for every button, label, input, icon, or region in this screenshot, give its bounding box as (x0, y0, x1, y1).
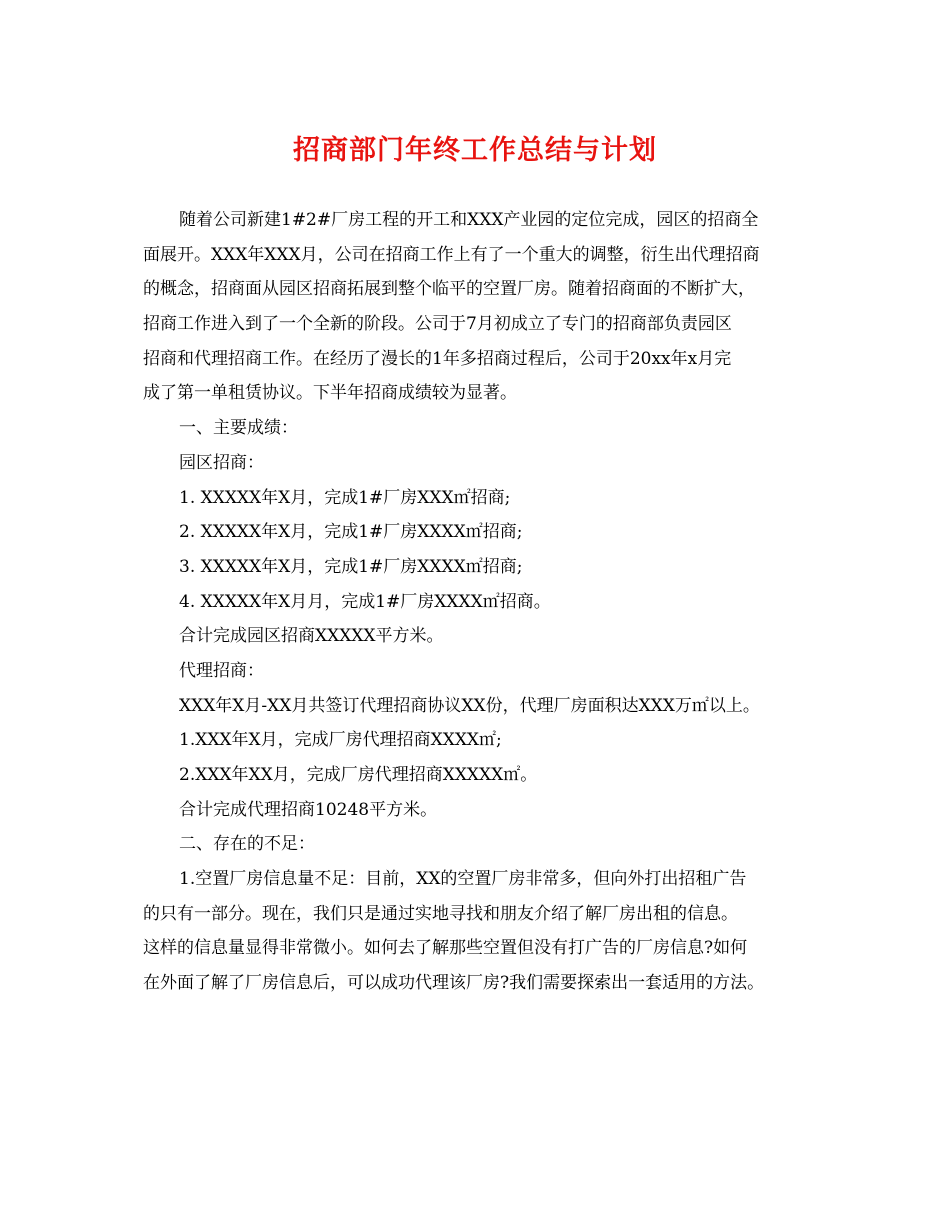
subsection-heading: 园区招商： (179, 452, 264, 473)
list-item: 2. XXXXX年X月，完成1#厂房XXXX㎡招商; (179, 522, 523, 543)
paragraph-line: 的只有一部分。现在，我们只是通过实地寻找和朋友介绍了解厂房出租的信息。 (143, 903, 738, 924)
list-item: 2.XXX年XX月，完成厂房代理招商XXXXX㎡。 (179, 765, 538, 785)
list-item: 3. XXXXX年X月，完成1#厂房XXXX㎡招商; (179, 556, 523, 577)
document-body (143, 203, 823, 1001)
summary-line: 合计完成园区招商XXXXX平方米。 (179, 626, 444, 647)
list-item: 1.XXX年X月，完成厂房代理招商XXXX㎡; (179, 730, 502, 751)
paragraph-line: 成了第一单租赁协议。下半年招商成绩较为显著。 (143, 383, 517, 404)
section-heading: 一、主要成绩： (179, 418, 298, 439)
paragraph-line: 招商和代理招商工作。在经历了漫长的1年多招商过程后，公司于20xx年x月完 (143, 348, 732, 369)
summary-line: 合计完成代理招商10248平方米。 (179, 799, 438, 820)
paragraph-line: 在外面了解了厂房信息后，可以成功代理该厂房?我们需要探索出一套适用的方法。 (143, 973, 765, 994)
list-item: 4. XXXXX年X月月，完成1#厂房XXXX㎡招商。 (179, 591, 551, 612)
paragraph-line: XXX年X月-XX月共签订代理招商协议XX份，代理厂房面积达XXX万㎡以上。 (179, 695, 760, 716)
paragraph-line: 面展开。XXX年XXX月，公司在招商工作上有了一个重大的调整，衍生出代理招商 (143, 244, 760, 265)
paragraph-line: 招商工作进入到了一个全新的阶段。公司于7月初成立了专门的招商部负责园区 (143, 314, 732, 335)
paragraph-line: 这样的信息量显得非常微小。如何去了解那些空置但没有打广告的厂房信息?如何 (143, 938, 748, 959)
document-title: 招商部门年终工作总结与计划 (293, 135, 657, 166)
paragraph-line: 随着公司新建1#2#厂房工程的开工和XXX产业园的定位完成，园区的招商全 (179, 210, 759, 230)
list-item: 1. XXXXX年X月，完成1#厂房XXX㎡招商; (179, 487, 511, 508)
section-heading: 二、存在的不足： (179, 834, 315, 855)
paragraph-line: 的概念，招商面从园区招商拓展到整个临平的空置厂房。随着招商面的不断扩大， (143, 279, 755, 300)
subsection-heading: 代理招商： (179, 660, 264, 681)
paragraph-line: 1.空置厂房信息量不足：目前，XX的空置厂房非常多，但向外打出招租广告 (179, 869, 747, 890)
